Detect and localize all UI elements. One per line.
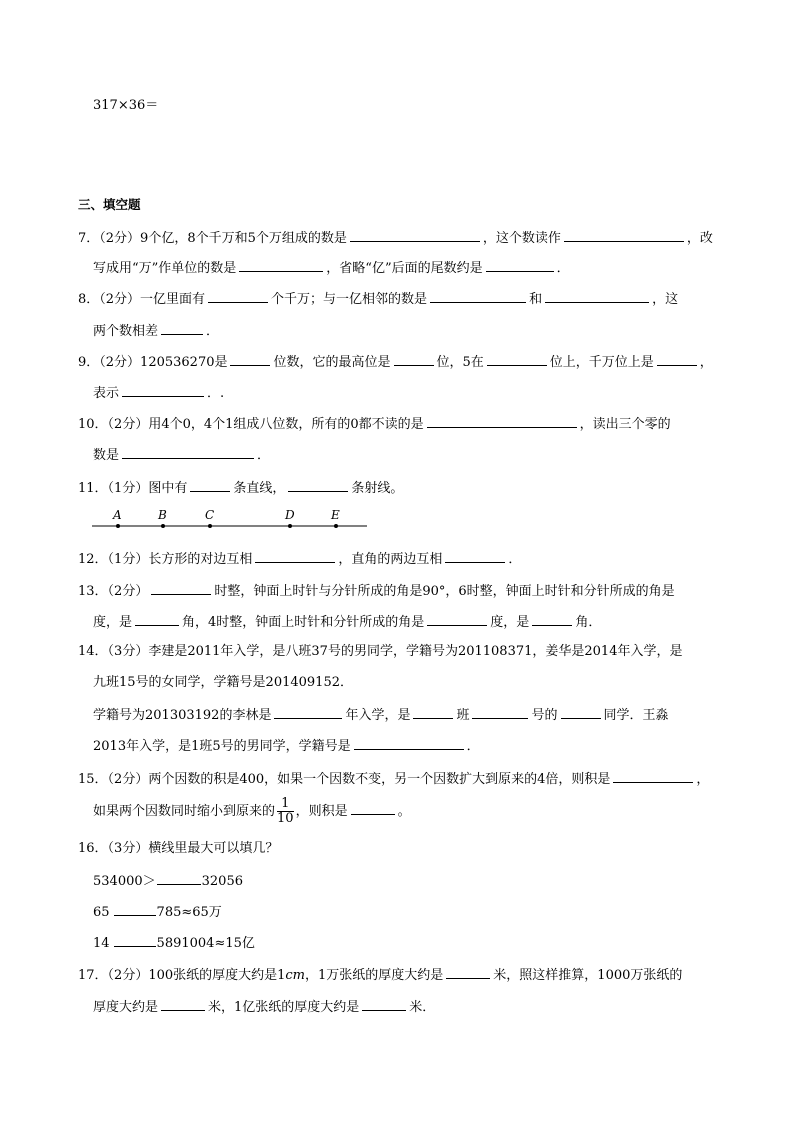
q8-text-e: 两个数相差	[93, 324, 159, 339]
q13-blank-2[interactable]	[135, 612, 179, 626]
q16-blank-3[interactable]	[114, 933, 156, 947]
q7-blank-4[interactable]	[486, 258, 554, 272]
q10-text-a: 10．（2分）用4个0，4个1组成八位数，所有的0都不读的是	[78, 417, 424, 432]
q7-text-f: ．	[556, 261, 570, 276]
q9-text-f: 表示	[93, 386, 120, 401]
q8-text-d: ，这	[652, 292, 679, 307]
question-17-line-1	[78, 965, 682, 985]
q16-text-a: 16．（3分）横线里最大可以填几？	[78, 841, 279, 856]
q10-blank-2[interactable]	[122, 445, 254, 459]
q15-text-c: 如果两个因数同时缩小到原来的	[93, 804, 276, 819]
point-b-dot	[161, 524, 165, 528]
question-15-line-1	[78, 769, 709, 789]
q17-text-e: 米，1亿张纸的厚度大约是	[208, 1000, 360, 1015]
q15-blank-1[interactable]	[613, 769, 693, 783]
q17-text-a: 17．（2分）100张纸的厚度大约是1	[78, 968, 286, 983]
q9-text-e: ，	[699, 355, 713, 370]
question-13-line-2	[93, 612, 601, 632]
q7-blank-2[interactable]	[564, 228, 684, 242]
q14-blank-1[interactable]	[274, 705, 342, 719]
q13-blank-3[interactable]	[427, 612, 487, 626]
q9-blank-3[interactable]	[487, 352, 547, 366]
q14-text-e: 班	[456, 708, 470, 723]
q14-blank-4[interactable]	[561, 705, 601, 719]
q14-blank-3[interactable]	[472, 705, 528, 719]
q9-text-d: 位上，千万位上是	[549, 355, 654, 370]
q12-text-a: 12．（1分）长方形的对边互相	[78, 552, 253, 567]
q13-text-f: 角．	[575, 615, 602, 630]
question-10-line-2	[93, 445, 270, 465]
q14-text-d: 年入学，是	[345, 708, 411, 723]
question-14-line-3	[93, 705, 669, 725]
q17-unit: cm	[285, 968, 306, 983]
q17-text-b: ，1万张纸的厚度大约是	[305, 968, 444, 983]
q16-item-3-right: 5891004≈15亿	[156, 936, 255, 951]
q7-text-b: ，这个数读作	[482, 231, 561, 246]
q8-blank-2[interactable]	[430, 289, 526, 303]
q13-text-c: 度，是	[93, 615, 133, 630]
point-c-dot	[208, 524, 212, 528]
point-d-dot	[288, 524, 292, 528]
q9-text-a: 9．（2分）120536270是	[78, 355, 228, 370]
q16-item-1-right: 32056	[201, 874, 243, 889]
question-16-item-3	[93, 933, 255, 953]
q8-text-a: 8．（2分）一亿里面有	[78, 292, 206, 307]
q8-text-c: 和	[529, 292, 543, 307]
q10-text-c: 数是	[93, 448, 120, 463]
q16-item-3-left: 14	[93, 936, 110, 951]
fraction-one-tenth	[277, 797, 294, 826]
q11-blank-2[interactable]	[288, 478, 348, 492]
q11-text-b: 条直线，	[233, 481, 286, 496]
q15-text-b: ，	[696, 772, 710, 787]
q14-text-b: 九班15号的女同学，学籍号是201409152．	[93, 675, 353, 690]
section-title: 三、填空题	[78, 197, 141, 212]
q10-text-d: ．	[257, 448, 271, 463]
point-e-dot	[334, 524, 338, 528]
q12-blank-1[interactable]	[255, 549, 335, 563]
q7-text-a: 7．（2分）9个亿，8个千万和5个万组成的数是	[78, 231, 347, 246]
question-16-line-1	[78, 840, 278, 858]
q13-blank-1[interactable]	[151, 581, 211, 595]
q8-text-f: ．	[206, 324, 220, 339]
question-9-line-1	[78, 352, 713, 372]
q7-text-c: ，改	[686, 231, 713, 246]
q14-text-h: 2013年入学，是1班5号的男同学，学籍号是	[93, 739, 351, 754]
line-diagram	[90, 506, 370, 532]
q12-text-c: ．	[508, 552, 522, 567]
q9-text-b: 位数，它的最高位是	[273, 355, 391, 370]
question-15-line-2	[93, 796, 411, 828]
q17-blank-1[interactable]	[446, 965, 490, 979]
q14-text-g: 同学．王淼	[603, 708, 669, 723]
q17-blank-3[interactable]	[362, 997, 406, 1011]
point-d-label: D	[285, 508, 295, 522]
q11-blank-1[interactable]	[190, 478, 230, 492]
q9-blank-2[interactable]	[394, 352, 434, 366]
question-13-line-1	[78, 581, 675, 601]
point-b-label: B	[158, 508, 167, 522]
q14-blank-2[interactable]	[413, 705, 453, 719]
question-7-line-1	[78, 228, 713, 248]
q8-blank-3[interactable]	[545, 289, 649, 303]
question-16-item-1	[93, 871, 243, 891]
q9-text-c: 位，5在	[436, 355, 484, 370]
q7-text-d: 写成用“万”作单位的数是	[93, 261, 237, 276]
q15-text-e: 。	[397, 804, 411, 819]
q16-item-2-left: 65	[93, 905, 110, 920]
q12-text-b: ，直角的两边互相	[338, 552, 443, 567]
q17-blank-2[interactable]	[161, 997, 205, 1011]
question-10-line-1	[78, 414, 671, 434]
q11-text-c: 条射线。	[351, 481, 404, 496]
q8-text-b: 个千万；与一亿相邻的数是	[271, 292, 428, 307]
calc-expression: 317×36＝	[93, 98, 159, 113]
point-c-label: C	[205, 508, 215, 522]
q13-text-b: 时整，钟面上时针与分针所成的角是90°，6时整，钟面上时针和分针所成的角是	[214, 584, 675, 599]
q14-text-a: 14．（3分）李建是2011年入学，是八班37号的男同学，学籍号为201108371，姜华是2014年入学，是	[78, 644, 683, 659]
q9-blank-5[interactable]	[122, 383, 204, 397]
q15-text-a: 15．（2分）两个因数的积是400，如果一个因数不变，另一个因数扩大到原来的4倍，则积是	[78, 772, 611, 787]
point-e-label: E	[331, 508, 340, 522]
q7-blank-1[interactable]	[350, 228, 480, 242]
fraction-numerator: 1	[277, 797, 294, 812]
fraction-denominator: 10	[277, 811, 294, 826]
question-12-line-1	[78, 549, 521, 569]
question-17-line-2	[93, 997, 435, 1017]
q7-text-e: ，省略“亿”后面的尾数约是	[326, 261, 483, 276]
question-8-line-1	[78, 289, 678, 309]
q14-text-c: 学籍号为201303192的李林是	[93, 708, 272, 723]
q16-item-2-right: 785≈65万	[156, 905, 222, 920]
q11-text-a: 11．（1分）图中有	[78, 481, 188, 496]
q17-text-d: 厚度大约是	[93, 1000, 159, 1015]
q15-text-d: ，则积是	[295, 804, 348, 819]
q16-blank-2[interactable]	[114, 902, 156, 916]
q10-blank-1[interactable]	[427, 414, 577, 428]
question-8-line-2	[93, 321, 219, 341]
q14-text-f: 号的	[531, 708, 558, 723]
q8-blank-1[interactable]	[208, 289, 268, 303]
q17-text-f: 米．	[409, 1000, 436, 1015]
point-a-dot	[116, 524, 120, 528]
q9-text-g: ．.	[207, 386, 225, 401]
question-14-line-1	[78, 643, 682, 661]
point-a-label: A	[113, 508, 122, 522]
q7-blank-3[interactable]	[239, 258, 323, 272]
q13-blank-4[interactable]	[532, 612, 572, 626]
question-11-line-1	[78, 478, 403, 498]
q9-blank-4[interactable]	[657, 352, 697, 366]
q15-blank-2[interactable]	[351, 801, 395, 815]
q16-item-1-left: 534000＞	[93, 874, 156, 889]
q9-blank-1[interactable]	[230, 352, 270, 366]
question-14-line-2	[93, 674, 353, 692]
q8-blank-4[interactable]	[161, 321, 203, 335]
question-9-line-2	[93, 383, 224, 403]
q14-blank-5[interactable]	[354, 736, 464, 750]
q14-text-i: ．	[466, 739, 480, 754]
q13-text-d: 角，4时整，钟面上时针和分针所成的角是	[182, 615, 425, 630]
question-16-item-2	[93, 902, 222, 922]
question-7-line-2	[93, 258, 570, 278]
q16-blank-1[interactable]	[157, 871, 201, 885]
q17-text-c: 米，照这样推算，1000万张纸的	[493, 968, 683, 983]
q13-text-a: 13．（2分）	[78, 584, 149, 599]
q13-text-e: 度，是	[490, 615, 530, 630]
question-14-line-4	[93, 736, 480, 756]
q10-text-b: ，读出三个零的	[579, 417, 671, 432]
q12-blank-2[interactable]	[445, 549, 505, 563]
